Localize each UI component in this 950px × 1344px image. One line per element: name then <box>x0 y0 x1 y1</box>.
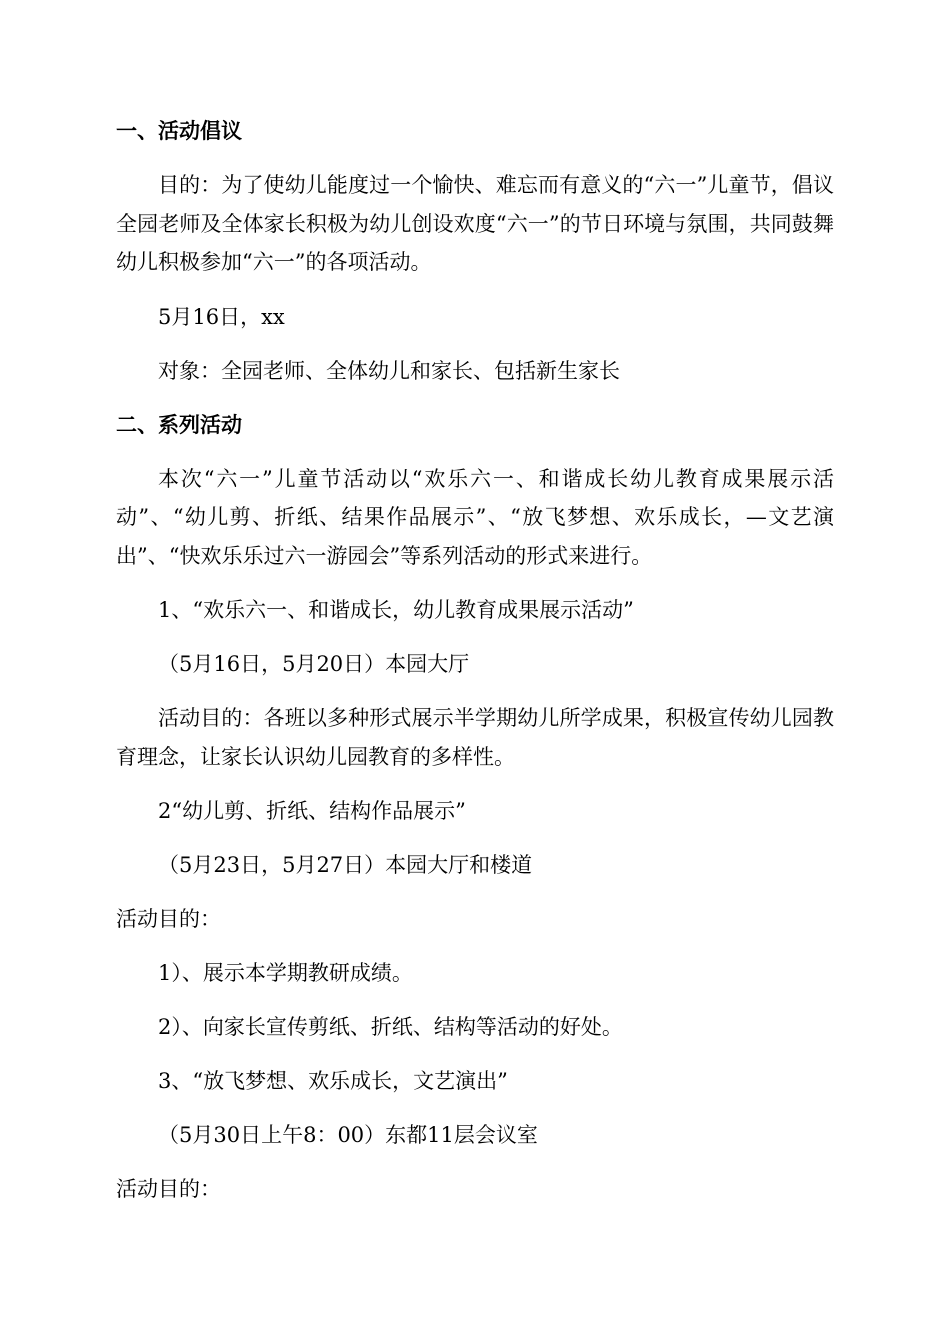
target-line: 对象：全园老师、全体幼儿和家长、包括新生家长 <box>158 358 620 383</box>
section-heading-2: 二、系列活动 <box>116 412 242 437</box>
purpose-paragraph: 目的：为了使幼儿能度过一个愉快、难忘而有意义的“六一”儿童节，倡议全园老师及全体家长积极为幼儿创设欢度“六一”的节日环境与氛围，共同鼓舞幼儿积极参加“六一”的各项活动。 <box>116 173 834 274</box>
activity-2-purpose-label: 活动目的： <box>116 907 221 931</box>
activity-3-purpose-label: 活动目的： <box>116 1177 221 1201</box>
activity-3-time: （5月30日上午8：00）东都11层会议室 <box>158 1123 538 1147</box>
series-intro-paragraph: 本次“六一”儿童节活动以“欢乐六一、和谐成长幼儿教育成果展示活动”、“幼儿剪、折纸、结果作品展示”、“放飞梦想、欢乐成长，—文艺演出”、“快欢乐乐过六一游园会”等系列活动的形式来进行。 <box>116 466 834 568</box>
activity-3-title: 3、“放飞梦想、欢乐成长，文艺演出” <box>158 1069 508 1093</box>
activity-1-purpose: 活动目的：各班以多种形式展示半学期幼儿所学成果，积极宣传幼儿园教育理念，让家长认识幼儿园教育的多样性。 <box>116 706 834 769</box>
activity-2-time: （5月23日，5月27日）本园大厅和楼道 <box>158 853 533 877</box>
activity-2-title: 2“幼儿剪、折纸、结构作品展示” <box>158 799 466 823</box>
activity-2-item-2: 2）、向家长宣传剪纸、折纸、结构等活动的好处。 <box>158 1015 623 1039</box>
activity-2-item-1: 1）、展示本学期教研成绩。 <box>158 961 413 985</box>
activity-1-time: （5月16日，5月20日）本园大厅 <box>158 652 470 676</box>
document-body <box>116 112 834 1208</box>
activity-1-title: 1、“欢乐六一、和谐成长，幼儿教育成果展示活动” <box>158 598 634 622</box>
section-heading-1: 一、活动倡议 <box>116 119 242 143</box>
date-line: 5月16日，xx <box>158 304 285 329</box>
